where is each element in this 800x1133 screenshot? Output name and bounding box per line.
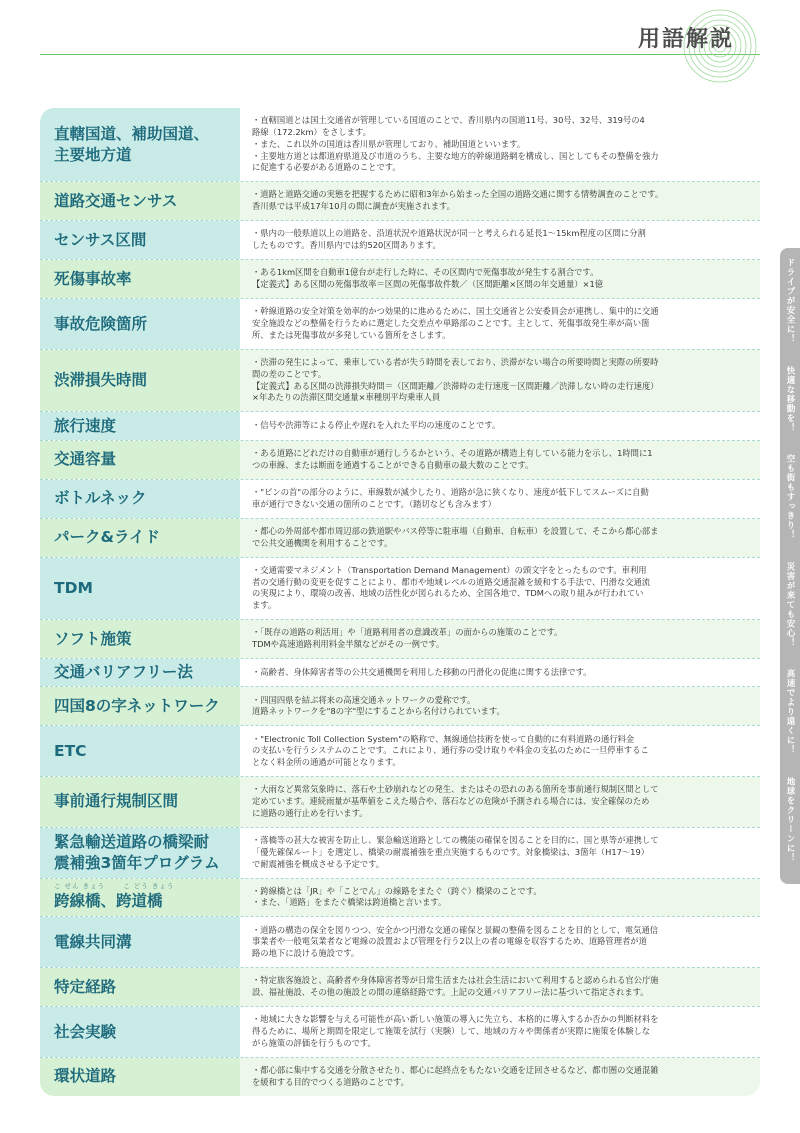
page-title: 用語解説 xyxy=(637,27,734,52)
term-description xyxy=(240,777,760,827)
description-line: ・"Electronic Toll Collection System"の略称で、無線通信技術を使って自動的に有料道路の通行料金 xyxy=(252,733,635,744)
term-description xyxy=(240,441,760,479)
description-line: ・"ビンの首"の部分のように、車線数が減少したり、道路が急に狭くなり、速度が低下してスムーズに自動 xyxy=(252,486,649,497)
term-description xyxy=(240,828,760,878)
term-cell xyxy=(40,108,240,181)
description-line: 「優先確保ルート」を選定し、橋梁の耐震補強を重点実施するものです。対象橋梁は、3箇年（H17～19） xyxy=(252,846,650,857)
term-cell xyxy=(40,480,240,518)
term-name: 道路交通センサス xyxy=(54,191,178,210)
term-name: 交通バリアフリー法 xyxy=(54,663,193,682)
term-cell xyxy=(40,519,240,557)
glossary-row xyxy=(40,260,760,299)
description-line: 【定義式】ある区間の死傷事故率＝区間の死傷事故件数／（区間距離×区間の年交通量）×1億 xyxy=(252,279,604,290)
term-name: 環状道路 xyxy=(54,1067,117,1086)
side-tab-item: 快適な移動を！ xyxy=(785,365,795,432)
description-line: ・また、これ以外の国道は香川県が管理しており、補助国道といいます。 xyxy=(252,138,526,149)
term-cell xyxy=(40,687,240,725)
term-description xyxy=(240,620,760,658)
term-name: 特定経路 xyxy=(54,977,117,996)
description-line: 設、福祉施設、その他の施設との間の連絡経路です。上記の交通バリアフリー法に基づいて指定されます。 xyxy=(252,987,649,998)
term-cell xyxy=(40,412,240,439)
description-line: 路線（172.2km）をさします。 xyxy=(252,126,371,137)
description-line: ・落橋等の甚大な被害を防止し、緊急輸送道路としての機能の確保を図ることを目的に、国と県等が連携して xyxy=(252,834,659,845)
description-line: ×年あたりの渋滞区間交通量×車種別平均乗車人員 xyxy=(252,392,441,403)
description-line: 【定義式】ある区間の渋滞損失時間＝（区間距離／渋滞時の走行速度－区間距離／渋滞しない時の走行速度） xyxy=(252,380,659,391)
description-line: 事業者や一般電気業者など電線の設置および管理を行う2以上の者の電線を収容するため、道路管理者が道 xyxy=(252,936,647,947)
term-name: 事故危険箇所 xyxy=(54,314,148,333)
glossary-row xyxy=(40,828,760,879)
term-cell xyxy=(40,441,240,479)
glossary-row xyxy=(40,659,760,687)
term-name: 事前通行規制区間 xyxy=(54,792,179,811)
description-line: ます。 xyxy=(252,600,277,611)
description-line: ・直轄国道とは国土交通省が管理している国道のことで、香川県内の国道11号、30号、32号、319号の4 xyxy=(252,115,645,126)
description-line: ・県内の一般県道以上の道路を、沿道状況や道路状況が同一と考えられる延長1～15km程度の区間に分割 xyxy=(252,228,646,239)
description-line: TDMや高速道路利用料金半額などがその一例です。 xyxy=(252,639,445,650)
header-rule xyxy=(40,54,760,55)
glossary-row xyxy=(40,299,760,350)
term-name: 渋滞損失時間 xyxy=(54,371,148,390)
description-line: 所、または死傷事故が多発している箇所をさします。 xyxy=(252,329,451,340)
term-name: ETC xyxy=(54,741,87,760)
term-description xyxy=(240,687,760,725)
page-header xyxy=(0,0,800,80)
description-line: に道路の通行止めを行います。 xyxy=(252,807,368,818)
term-description xyxy=(240,182,760,220)
term-description xyxy=(240,260,760,298)
term-description xyxy=(240,968,760,1006)
term-description xyxy=(240,726,760,776)
description-line: ・ある道路にどれだけの自動車が通行しうるかという、その道路が構造上有している能力を示し、1時間に1 xyxy=(252,447,653,458)
description-line: ・信号や渋滞等による停止や遅れを入れた平均の速度のことです。 xyxy=(252,420,501,431)
glossary-row xyxy=(40,1007,760,1058)
term-name: ボトルネック xyxy=(54,489,147,508)
term-cell xyxy=(40,659,240,686)
term-cell xyxy=(40,299,240,349)
description-line: ・主要地方道とは都道府県道及び市道のうち、主要な地方的幹線道路網を構成し、国としてもその整備を強力 xyxy=(252,150,659,161)
term-cell xyxy=(40,1007,240,1057)
term-cell xyxy=(40,1058,240,1096)
description-line: 香川県では平成17年10月の間に調査が実施されます。 xyxy=(252,201,455,212)
term-ruby: こ せん きょう こ どう きょう xyxy=(54,882,175,891)
side-tab-item: 災害が来ても安心！ xyxy=(785,561,795,647)
glossary-row xyxy=(40,879,760,918)
description-line: で耐震補強を概成させる予定です。 xyxy=(252,858,385,869)
term-cell xyxy=(40,879,240,917)
term-name: パーク&ライド xyxy=(54,528,161,547)
description-line: 安全施設などの整備を行うために選定した交差点や単路部のことです。主として、死傷事故発生率が高い箇 xyxy=(252,318,650,329)
description-line: ・ある1km区間を自動車1億台が走行した時に、その区間内で死傷事故が発生する割合です。 xyxy=(252,267,599,278)
description-line: ・四国四県を結ぶ将来の高速交通ネットワークの愛称です。 xyxy=(252,694,476,705)
term-cell xyxy=(40,726,240,776)
term-description xyxy=(240,917,760,967)
term-cell xyxy=(40,828,240,878)
side-tab-item: 地球をクリーンに！ xyxy=(785,776,795,862)
term-description xyxy=(240,412,760,439)
term-name: 旅行速度 xyxy=(54,416,117,435)
description-line: ・都心の外周部や都市周辺部の鉄道駅やバス停等に駐車場（自動車、自転車）を設置して、そこから都心部ま xyxy=(252,525,659,536)
description-line: 得るために、場所と期間を限定して施策を試行（実験）して、地域の方々や関係者が実際に施策を体験しな xyxy=(252,1026,651,1037)
description-line: 道路ネットワークを"8の字"型にすることから名付けられています。 xyxy=(252,706,505,717)
term-name: 跨線橋、跨道橋 xyxy=(54,891,163,910)
description-line: 路の地下に設ける施設です。 xyxy=(252,948,360,959)
description-line: ・渋滞の発生によって、乗車している者が失う時間を表しており、渋滞がない場合の所要時間と実際の所要時 xyxy=(252,357,659,368)
term-name: 社会実験 xyxy=(54,1022,117,1041)
term-description xyxy=(240,659,760,686)
term-name: センサス区間 xyxy=(54,230,147,249)
glossary-row xyxy=(40,968,760,1007)
term-name: 交通容量 xyxy=(54,450,117,469)
term-cell xyxy=(40,917,240,967)
description-line: の実現により、環境の改善、地域の活性化が図られるため、全国各地で、TDMへの取り組みが行われてい xyxy=(252,588,644,599)
glossary-row xyxy=(40,350,760,413)
glossary-row xyxy=(40,917,760,968)
term-description xyxy=(240,1007,760,1057)
term-description xyxy=(240,108,760,181)
description-line: 定めています。連続雨量が基準値をこえた場合や、落石などの危険が予測される場合には、安全確保のため xyxy=(252,796,650,807)
description-line: に促進する必要がある道路のことです。 xyxy=(252,162,401,173)
term-cell xyxy=(40,350,240,412)
term-name: TDM xyxy=(54,578,93,597)
glossary-table xyxy=(40,108,760,1096)
glossary-row xyxy=(40,558,760,621)
term-cell xyxy=(40,777,240,827)
glossary-row xyxy=(40,519,760,558)
description-line: の支払いを行うシステムのことです。これにより、通行券の受け取りや料金の支払のために一旦停車するこ xyxy=(252,745,649,756)
description-line: ・「既存の道路の利活用」や「道路利用者の意識改革」の面からの施策のことです。 xyxy=(252,627,563,638)
term-description xyxy=(240,558,760,620)
term-cell xyxy=(40,260,240,298)
side-tab-item: 空も街もすっきり！ xyxy=(785,454,795,540)
side-tab-item: 高速でより遠くに！ xyxy=(785,669,795,755)
term-name: ソフト施策 xyxy=(54,629,132,648)
term-name: 直轄国道、補助国道、 主要地方道 xyxy=(54,124,210,164)
glossary-row xyxy=(40,182,760,221)
term-description xyxy=(240,221,760,259)
description-line: したものです。香川県内では約520区間あります。 xyxy=(252,240,441,251)
glossary-row xyxy=(40,221,760,260)
term-description xyxy=(240,879,760,917)
description-line: ・地域に大きな影響を与える可能性が高い新しい施策の導入に先立ち、本格的に導入するか否かの判断材料を xyxy=(252,1014,659,1025)
description-line: となく料金所の通過が可能となります。 xyxy=(252,757,401,768)
glossary-row xyxy=(40,1058,760,1096)
term-cell xyxy=(40,182,240,220)
term-description xyxy=(240,1058,760,1096)
term-description xyxy=(240,480,760,518)
glossary-row xyxy=(40,620,760,659)
description-line: ・交通需要マネジメント（Transportation Demand Management）の頭文字をとったものです。車利用 xyxy=(252,564,647,575)
description-line: ・特定旅客施設と、高齢者や身体障害者等が日常生活または社会生活において利用すると認められる官公庁施 xyxy=(252,975,659,986)
description-line: で公共交通機関を利用することです。 xyxy=(252,537,393,548)
term-cell xyxy=(40,558,240,620)
glossary-row xyxy=(40,108,760,182)
description-line: ・高齢者、身体障害者等の公共交通機関を利用した移動の円滑化の促進に関する法律です。 xyxy=(252,666,592,677)
description-line: 車が通行できない交通の箇所のことです。（踏切なども含みます） xyxy=(252,498,497,509)
side-index-tab xyxy=(780,248,800,884)
description-line: ・幹線道路の安全対策を効率的かつ効果的に進めるために、国土交通省と公安委員会が連携し、集中的に交通 xyxy=(252,306,659,317)
glossary-row xyxy=(40,687,760,726)
term-name: 緊急輸送道路の橋梁耐 震補強3箇年プログラム xyxy=(54,832,220,872)
description-line: ・都心部に集中する交通を分散させたり、都心に起終点をもたない交通を迂回させるなど、都市圏の交通混雑 xyxy=(252,1065,659,1076)
term-cell xyxy=(40,221,240,259)
term-description xyxy=(240,519,760,557)
description-line: ・道路と道路交通の実態を把握するために昭和3年から始まった全国の道路交通に関する情勢調査のことです。 xyxy=(252,189,664,200)
glossary-row xyxy=(40,412,760,440)
term-cell xyxy=(40,968,240,1006)
description-line: つの車線、または断面を通過することができる自動車の最大数のことです。 xyxy=(252,459,534,470)
term-name: 四国8の字ネットワーク xyxy=(54,696,220,715)
description-line: 間の差のことです。 xyxy=(252,368,327,379)
side-tab-item: ドライブが安全に！ xyxy=(785,258,795,344)
description-line: ・大雨など異常気象時に、落石や土砂崩れなどの発生、またはその恐れのある箇所を事前通行規制区間として xyxy=(252,784,659,795)
glossary-row xyxy=(40,726,760,777)
glossary-row xyxy=(40,480,760,519)
description-line: がら施策の評価を行うものです。 xyxy=(252,1037,376,1048)
term-description xyxy=(240,350,760,412)
term-name: 電線共同溝 xyxy=(54,932,132,951)
glossary-row xyxy=(40,441,760,480)
term-description xyxy=(240,299,760,349)
description-line: ・跨線橋とは「JR」や「ことでん」の線路をまたぐ（跨ぐ）橋梁のことです。 xyxy=(252,885,542,896)
term-name: 死傷事故率 xyxy=(54,269,132,288)
description-line: ・また、「道路」をまたぐ橋梁は跨道橋と言います。 xyxy=(252,897,447,908)
term-cell xyxy=(40,620,240,658)
description-line: ・道路の構造の保全を図りつつ、安全かつ円滑な交通の確保と景観の整備を図ることを目的として、電気通信 xyxy=(252,924,659,935)
description-line: 者の交通行動の変更を促すことにより、都市や地域レベルの道路交通混雑を緩和する手法で、円滑な交通流 xyxy=(252,576,651,587)
description-line: を緩和する目的でつくる道路のことです。 xyxy=(252,1076,409,1087)
glossary-row xyxy=(40,777,760,828)
